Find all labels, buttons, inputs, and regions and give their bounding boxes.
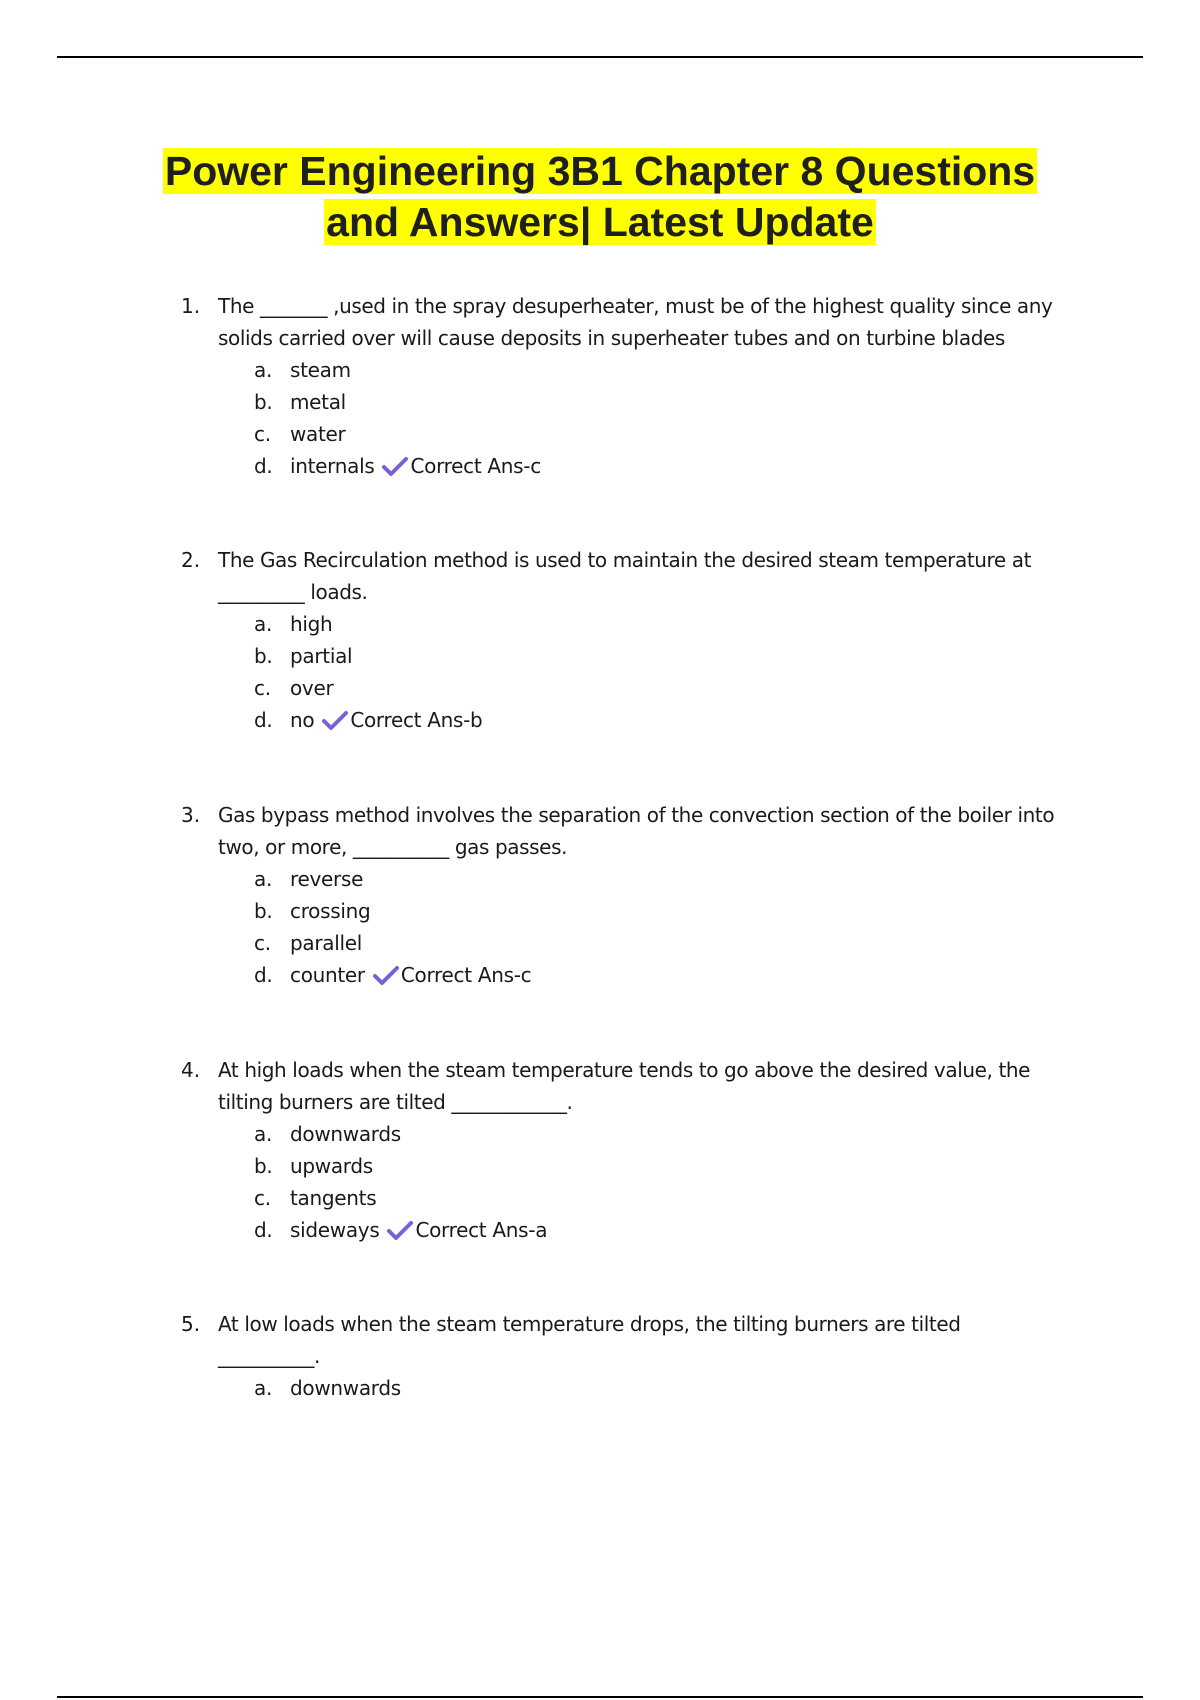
question-2 (0, 544, 1200, 736)
top-rule (57, 56, 1143, 58)
question-text: At high loads when the steam temperature tends to go above the desired value, the tilting burners are tilted ____________. (218, 1058, 1031, 1114)
question-text: Gas bypass method involves the separation of the convection section of the boiler into two, or more, __________ gas passes. (218, 803, 1055, 859)
option-letter: a. (254, 867, 273, 891)
question-3 (0, 799, 1200, 991)
checkmark-icon (382, 456, 408, 476)
option-letter: a. (254, 612, 273, 636)
option-letter: c. (254, 931, 271, 955)
option-a (0, 608, 1200, 640)
option-text: no (290, 708, 315, 732)
question-number: 4. (181, 1058, 201, 1082)
option-c (0, 672, 1200, 704)
option-letter: a. (254, 1122, 273, 1146)
option-text: downwards (290, 1122, 401, 1146)
option-letter: d. (254, 454, 273, 478)
option-c (0, 927, 1200, 959)
option-b (0, 640, 1200, 672)
checkmark-icon (373, 965, 399, 985)
option-list (0, 1118, 1200, 1246)
option-letter: d. (254, 708, 273, 732)
option-d (0, 704, 1200, 736)
question-number: 2. (181, 548, 201, 572)
option-text: parallel (290, 931, 363, 955)
correct-answer: Correct Ans-c (400, 963, 532, 987)
question-text: The _______ ,used in the spray desuperheater, must be of the highest quality since any solids carried over will cause deposits in superheater tubes and on turbine blades (218, 294, 1053, 350)
option-d (0, 1214, 1200, 1246)
option-letter: b. (254, 390, 273, 414)
option-text: sideways (290, 1218, 380, 1242)
option-letter: d. (254, 963, 273, 987)
option-letter: a. (254, 1376, 273, 1400)
option-text: partial (290, 644, 353, 668)
option-text: crossing (290, 899, 371, 923)
option-text: water (290, 422, 346, 446)
checkmark-icon (322, 710, 348, 730)
option-text: upwards (290, 1154, 373, 1178)
option-letter: c. (254, 1186, 271, 1210)
option-d (0, 959, 1200, 991)
option-letter: d. (254, 1218, 273, 1242)
question-text: At low loads when the steam temperature drops, the tilting burners are tilted __________. (218, 1312, 961, 1368)
option-text: metal (290, 390, 346, 414)
option-text: steam (290, 358, 351, 382)
option-text: counter (290, 963, 365, 987)
option-text: over (290, 676, 334, 700)
question-list (0, 290, 1200, 1404)
option-letter: c. (254, 422, 271, 446)
question-4 (0, 1054, 1200, 1246)
checkmark-icon (387, 1220, 413, 1240)
option-with-answer (290, 1214, 547, 1246)
option-b (0, 895, 1200, 927)
title-line-1: Power Engineering 3B1 Chapter 8 Questions (164, 148, 1036, 194)
option-list (0, 863, 1200, 991)
option-with-answer (290, 704, 482, 736)
question-number: 3. (181, 803, 201, 827)
document-title (0, 146, 1200, 248)
question-number: 5. (181, 1312, 201, 1336)
correct-answer: Correct Ans-b (350, 708, 483, 732)
option-b (0, 1150, 1200, 1182)
option-d (0, 450, 1200, 482)
option-list (0, 608, 1200, 736)
title-line-2: and Answers| Latest Update (326, 199, 874, 245)
option-text: downwards (290, 1376, 401, 1400)
option-text: internals (290, 454, 375, 478)
correct-answer: Correct Ans-a (415, 1218, 548, 1242)
option-list (0, 1372, 1200, 1404)
option-with-answer (290, 450, 541, 482)
option-letter: b. (254, 899, 273, 923)
option-text: tangents (290, 1186, 377, 1210)
option-a (0, 1372, 1200, 1404)
option-letter: b. (254, 1154, 273, 1178)
option-list (0, 354, 1200, 482)
option-b (0, 386, 1200, 418)
option-text: high (290, 612, 333, 636)
option-a (0, 863, 1200, 895)
option-text: reverse (290, 867, 364, 891)
option-c (0, 418, 1200, 450)
correct-answer: Correct Ans-c (410, 454, 541, 478)
option-with-answer (290, 959, 531, 991)
option-letter: c. (254, 676, 271, 700)
question-5 (0, 1308, 1200, 1404)
question-number: 1. (181, 294, 201, 318)
option-letter: a. (254, 358, 273, 382)
option-c (0, 1182, 1200, 1214)
question-1 (0, 290, 1200, 482)
bottom-rule (57, 1696, 1143, 1698)
option-letter: b. (254, 644, 273, 668)
option-a (0, 1118, 1200, 1150)
option-a (0, 354, 1200, 386)
question-text: The Gas Recirculation method is used to maintain the desired steam temperature at _________ loads. (218, 548, 1032, 604)
